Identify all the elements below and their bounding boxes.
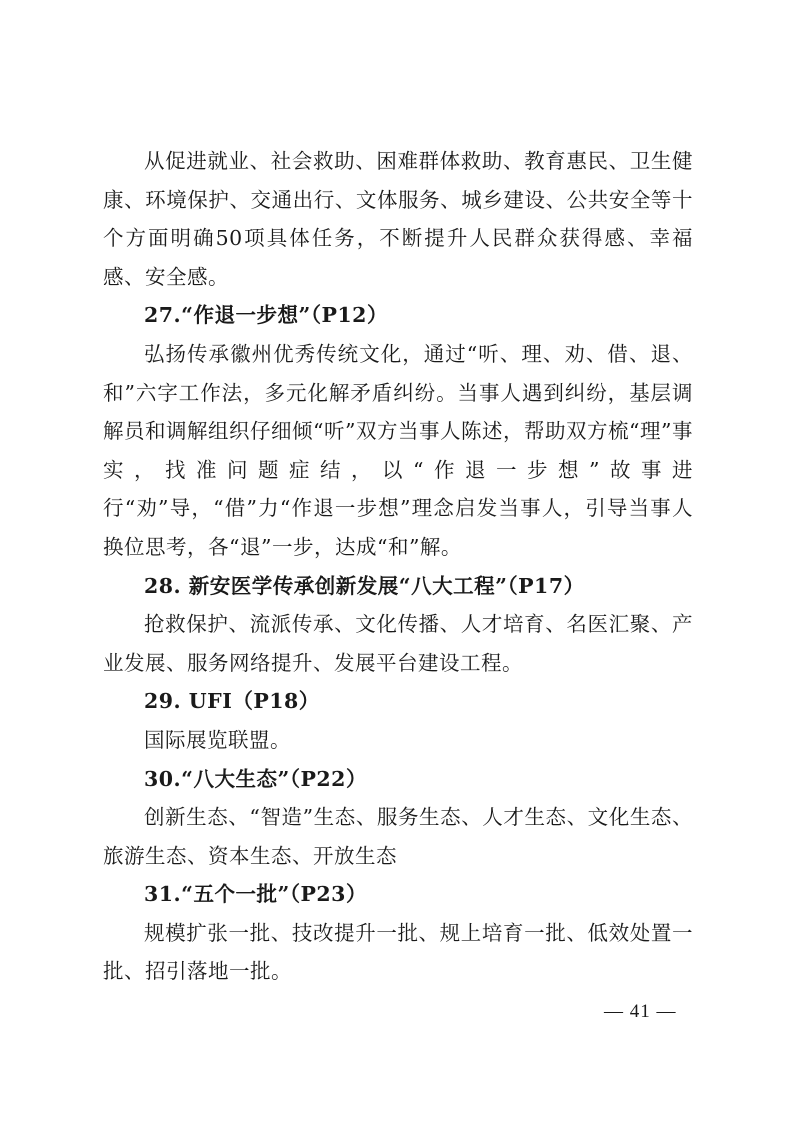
paragraph-livelihood-tasks: 从促进就业、社会救助、困难群体救助、教育惠民、卫生健康、环境保护、交通出行、文体服务、城乡建设、公共安全等十个方面明确50项具体任务，不断提升人民群众获得感、幸福感、安全感。 bbox=[103, 149, 693, 289]
document-body bbox=[103, 142, 693, 991]
paragraph-item-27: 弘扬传承徽州优秀传统文化，通过“听、理、劝、借、退、和”六字工作法，多元化解矛盾纠纷。当事人遇到纠纷，基层调解员和调解组织仔细倾“听”双方当事人陈述，帮助双方梳“理”事实，找准问题症结，以“作退一步想”故事进行“劝”导，“借”力“作退一步想”理念启发当事人，引导当事人换位思考，各“退”一步，达成“和”解。 bbox=[103, 341, 693, 559]
heading-item-27: 27.“作退一步想”（P12） bbox=[144, 303, 388, 328]
heading-item-28: 28. 新安医学传承创新发展“八大工程”（P17） bbox=[144, 573, 585, 598]
page-number: — 41 — bbox=[604, 1001, 677, 1022]
heading-item-31: 31.“五个一批”（P23） bbox=[144, 882, 367, 907]
heading-item-29: 29. UFI（P18） bbox=[144, 689, 320, 714]
paragraph-item-29: 国际展览联盟。 bbox=[144, 727, 291, 752]
paragraph-item-31: 规模扩张一批、技改提升一批、规上培育一批、低效处置一批、招引落地一批。 bbox=[103, 920, 693, 984]
paragraph-item-28: 抢救保护、流派传承、文化传播、人才培育、名医汇聚、产业发展、服务网络提升、发展平台建设工程。 bbox=[103, 612, 693, 675]
heading-item-30: 30.“八大生态”（P22） bbox=[144, 766, 367, 791]
paragraph-item-30: 创新生态、“智造”生态、服务生态、人才生态、文化生态、旅游生态、资本生态、开放生态 bbox=[103, 805, 693, 868]
